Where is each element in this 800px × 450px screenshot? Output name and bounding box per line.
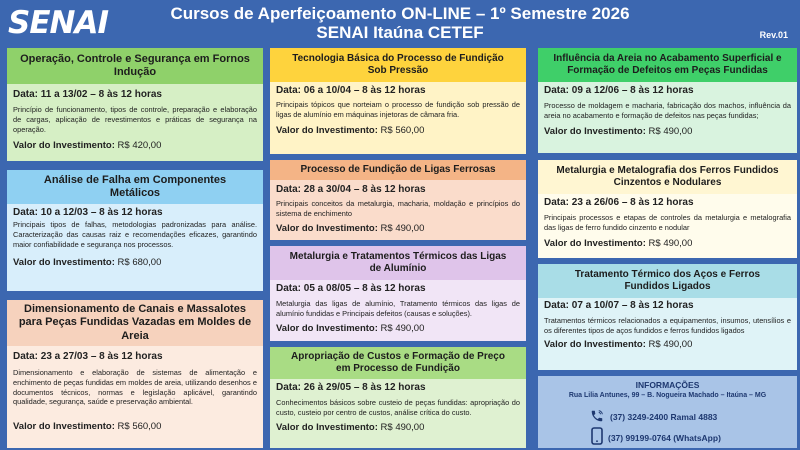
course-price [276,125,520,136]
course-price [544,126,791,137]
course-title: Operação, Controle e Segurança em Fornos Indução [7,48,263,84]
course-price [276,422,520,433]
course-price [13,140,257,151]
price-label: Valor do Investimento: [13,421,115,433]
price-label: Valor do Investimento: [276,222,378,234]
course-title: Apropriação de Custos e Formação de Preço em Processo de Fundição [270,347,526,379]
course-card-fundicao-pressao [270,48,526,154]
price-label: Valor do Investimento: [13,257,115,269]
course-card-ligas-ferrosas [270,160,526,240]
price-value: R$ 490,00 [648,125,693,137]
course-description: Principais conceitos da metalurgia, macharia, moldação e princípios do sistema de enchimento [276,199,520,218]
price-label: Valor do Investimento: [544,338,646,350]
price-label: Valor do Investimento: [544,237,646,249]
price-value: R$ 560,00 [380,124,425,136]
course-date: Data: 23 a 27/03 – 8 às 12 horas [13,351,163,362]
course-description: Principais tópicos que norteiam o processo de fundição sob pressão de ligas de alumínio em máquinas injetoras de câmara fria. [276,100,520,119]
course-date: Data: 26 à 29/05 – 8 às 12 horas [276,382,426,393]
course-date: Data: 23 a 26/06 – 8 às 12 horas [544,197,694,208]
course-price [544,339,791,350]
page-title: Cursos de Aperfeiçoamento ON-LINE – 1º Semestre 2026 [170,4,630,23]
course-price [544,238,791,249]
course-price [276,223,520,234]
course-price [276,323,520,334]
revision-label: Rev.01 [759,30,788,40]
course-title: Metalurgia e Tratamentos Térmicos das Ligas de Alumínio [270,246,526,280]
course-description: Principais tipos de falhas, metodologias padronizadas para análise. Caracterização das causas raiz e recomendações eficazes, garantindo maior confiabilidade e segurança nos processos. [13,220,257,249]
course-price [13,257,257,268]
senai-logo: SENAI [8,5,108,41]
price-value: R$ 420,00 [117,140,162,152]
course-description: Conhecimentos básicos sobre custeio de peças fundidas: apropriação do custo, custeio por centro de custos, análise crítica do custo. [276,398,520,417]
course-card-tratamento-acos [538,264,797,370]
course-date: Data: 06 a 10/04 – 8 às 12 horas [276,85,426,96]
info-title: INFORMAÇÕES [635,380,700,390]
contact-info-panel [538,376,797,448]
course-title: Influência da Areia no Acabamento Superficial e Formação de Defeitos em Peças Fundidas [538,48,797,82]
course-title: Tratamento Térmico dos Aços e Ferros Fundidos Ligados [538,264,797,298]
course-description: Principais processos e etapas de controles da metalurgia e metalografia das ligas de ferro fundido cinzento e nodular [544,213,791,232]
course-title: Tecnologia Básica do Processo de Fundição Sob Pressão [270,48,526,82]
course-description: Dimensionamento e elaboração de sistemas de alimentação e enchimento de peças fundidas em moldes de areia, utilizando desenhos e documentos técnicos, normas e legislação aplicável, garantindo qualidade, segurança, saúde e preservação ambiental. [13,368,257,407]
price-label: Valor do Investimento: [276,124,378,136]
course-date: Data: 11 a 13/02 – 8 às 12 horas [13,89,162,100]
info-phone[interactable]: (37) 3249-2400 Ramal 4883 [610,412,718,422]
course-price [13,421,257,432]
course-card-influencia-areia [538,48,797,153]
course-title: Dimensionamento de Canais e Massalotes para Peças Fundidas Vazadas em Moldes de Areia [7,300,263,346]
course-card-fornos-inducao [7,48,263,161]
header [0,0,800,46]
price-value: R$ 560,00 [117,421,162,433]
course-date: Data: 10 a 12/03 – 8 às 12 horas [13,207,163,218]
price-label: Valor do Investimento: [13,140,115,152]
price-value: R$ 490,00 [380,421,425,433]
phone-icon [590,409,604,423]
course-title: Processo de Fundição de Ligas Ferrosas [270,160,526,180]
course-card-canais-massalotes [7,300,263,448]
page-subtitle: SENAI Itaúna CETEF [316,23,484,42]
course-date: Data: 05 a 08/05 – 8 às 12 horas [276,283,426,294]
course-date: Data: 07 a 10/07 – 8 às 12 horas [544,300,694,311]
course-description: Princípio de funcionamento, tipos de controle, preparação e elaboração de cargas, aplicação de revestimentos e práticas de segurança na operação. [13,105,257,134]
course-date: Data: 09 a 12/06 – 8 às 12 horas [544,85,694,96]
price-label: Valor do Investimento: [276,322,378,334]
price-value: R$ 680,00 [117,257,162,269]
smartphone-icon [591,427,603,445]
course-title: Análise de Falha em Componentes Metálicos [7,170,263,204]
course-card-custos-preco [270,347,526,448]
info-address: Rua Lilia Antunes, 99 – B. Nogueira Machado – Itaúna – MG [568,392,767,399]
course-card-analise-falha [7,170,263,291]
price-label: Valor do Investimento: [276,421,378,433]
price-value: R$ 490,00 [648,237,693,249]
course-card-aluminio [270,246,526,341]
info-whatsapp[interactable]: (37) 99199-0764 (WhatsApp) [608,433,721,443]
course-description: Metalurgia das ligas de alumínio, Tratamento térmicos das ligas de alumínio fundidas e Principais defeitos (causas e soluções). [276,299,520,318]
course-date: Data: 28 a 30/04 – 8 às 12 horas [276,184,426,195]
price-value: R$ 490,00 [380,222,425,234]
course-card-ferros-fundidos [538,160,797,258]
price-value: R$ 490,00 [648,338,693,350]
course-title: Metalurgia e Metalografia dos Ferros Fundidos Cinzentos e Nodulares [538,160,797,194]
price-value: R$ 490,00 [380,322,425,334]
course-description: Processo de moldagem e macharia, fabricação dos machos, influência da areia no acabamento e formação de defeitos nas peças fundidas; [544,101,791,120]
course-description: Tratamentos térmicos relacionados a equipamentos, insumos, utensílios e os diferentes tipos de aços fundidos e ferros fundidos ligados [544,316,791,335]
price-label: Valor do Investimento: [544,125,646,137]
